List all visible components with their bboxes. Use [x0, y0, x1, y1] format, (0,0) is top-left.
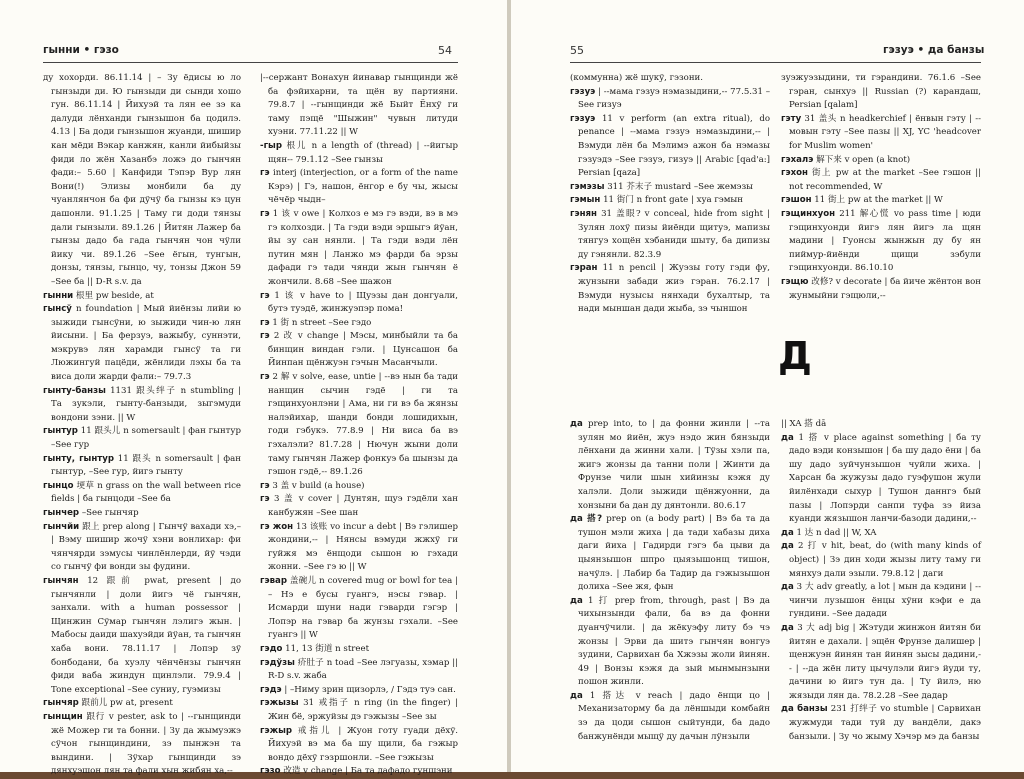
dictionary-entry — [570, 262, 770, 316]
entry-headword: гэту — [781, 113, 802, 124]
dictionary-entry — [260, 317, 458, 331]
entry-definition: 跟上 prep along | Гынчў вахади хэ,– | Вэму шишир жочў хэни вонлихар: фи чянчярди зэмусы чинлёнлерди, йў чэди со гынчў фи вонди зы фудини. — [51, 521, 242, 573]
entry-definition: 解下来 v open (a knot) — [816, 154, 911, 165]
entry-headword: гэзуэ — [570, 86, 596, 97]
header-rule — [43, 62, 458, 63]
entry-definition: 31 盖头 n headkerchief | ёнвын гэту | --мовын гэту –See пазы || XJ, YC 'headcover for Muslim women' — [789, 113, 981, 151]
entry-definition: n foundation | Мый йиёнзы лийи ю зыжиди гынсўни, ю зыжиди чин-ю лян йисыни. | Ба ферзуэ, важыбу, суннэти, мэкрувэ лян харамди гынсў та ги Люжингуй пацёди, жёнлиди лэхы ба та виса доли жарди фали:– 79.7.3 — [51, 304, 241, 383]
entry-definition: 11, 13 街道 n street — [285, 643, 370, 654]
dictionary-entry — [781, 194, 981, 208]
dictionary-entry — [260, 697, 458, 724]
entry-headword: да 搭? — [570, 514, 603, 525]
entry-definition: 埂草 n grass on the wall between rice fields | ба гынцоди –See ба — [51, 480, 242, 505]
dictionary-entry — [43, 453, 241, 480]
dictionary-entry — [43, 303, 241, 385]
entry-definition: 2 改 v change | Мэсы, минбыйли та ба бинщин виндан гэли. | Цунсашон ба Йинпан щёнжуэн гэчын Масанчыли. — [268, 331, 458, 369]
dictionary-entry — [260, 521, 458, 575]
entry-headword: гынцо — [43, 480, 74, 491]
entry-headword: да — [781, 582, 794, 593]
entry-headword: гэзо — [260, 766, 281, 777]
entry-headword: гэ — [260, 290, 270, 301]
dictionary-entry — [260, 493, 458, 520]
right-page-column-2-bottom — [781, 418, 981, 764]
dictionary-entry — [781, 527, 981, 541]
entry-definition: 1 该 v owe | Колхоз е мэ гэ вэди, вэ в мэ гэ колхозди. | Та гэди вэди эршыгэ йўан, йы зу сан нянли. | Та гэди вэди лён путин мян | Ланжо мэ фарди ба эрзы дафади гэ тади чянди жын гынчян ё жончили. 8.68 –See шажон — [268, 208, 458, 287]
dictionary-entry — [570, 194, 770, 208]
entry-headword: гынчер — [43, 508, 80, 518]
entry-headword: гэмын — [570, 195, 601, 206]
section-letter: Д — [778, 334, 812, 378]
entry-definition: 211 解心慌 vo pass time | юди гэщинхуонди йигэ лян йигэ ла щян мадини | Гуонсы жынжын ду бу ян пиймур-йиёнди щищи зэбули гэщинхуонди. 86.10.10 — [789, 208, 981, 274]
entry-headword: да — [570, 595, 583, 606]
dictionary-entry — [781, 154, 981, 168]
entry-definition: 231 打绊子 vo stumble | Сарвихан жужмуди тади туй ду вандёли, дакэ банзыли. | Зу чо жыму Хэчэр мэ да банзы — [789, 704, 981, 742]
entry-headword: гэ — [260, 331, 270, 342]
dictionary-entry — [260, 371, 458, 480]
entry-headword: да — [570, 419, 583, 429]
entry-definition: 311 芥末子 mustard –See жемэзы — [607, 181, 753, 192]
page-number-left: 54 — [438, 44, 452, 57]
dictionary-entry — [260, 684, 458, 698]
entry-definition: 3 盖 v build (a house) — [272, 480, 365, 491]
entry-headword: гэ — [260, 208, 270, 219]
entry-headword: гэщю — [781, 276, 809, 287]
entry-headword: гэ жон — [260, 521, 294, 532]
entry-headword: гынту, гынтур — [43, 453, 115, 464]
entry-definition: 改修? v decorate | ба йиче жёнтон вон жунмыйни гэщюли,-- — [789, 276, 981, 301]
dictionary-entry — [781, 72, 981, 113]
dictionary-entry — [260, 290, 458, 317]
entry-definition: | –Ниму зрин щизорлэ, / Гэдэ туэ сан. — [284, 684, 456, 695]
right-page — [511, 0, 1024, 772]
entry-headword: гэ — [260, 372, 270, 383]
dictionary-entry — [260, 72, 458, 140]
entry-definition: 11 n pencil | Жуэзы готу гэди фу, жунзыни забади жиэ гэран. 76.2.17 | Вэмуди нузысы нянхади бухалтыр, та нади мыншан дади жыба, зэ чыншон — [578, 263, 770, 315]
entry-definition: 根里 pw beside, at — [75, 290, 154, 301]
entry-headword: гэ — [260, 168, 270, 179]
running-head-right: гэзуэ • да банзы — [883, 44, 985, 56]
dictionary-entry — [43, 290, 241, 304]
entry-definition: 戒指儿 | Жуон готу гуади дёхў. Йихуэй вэ ма ба шу щили, ба гэжыр вондо дёхў гэзршонли. –See гэжызы — [268, 725, 459, 763]
dictionary-entry — [781, 276, 981, 303]
dictionary-entry — [781, 622, 981, 704]
entry-definition: 跟前儿 pw at, present — [81, 698, 173, 709]
entry-definition: || XA 搭 dā — [781, 419, 827, 429]
dictionary-entry — [43, 425, 241, 452]
entry-definition: 1 该 v have to | Щуэзы дан донгуали, бутэ туэдё, жинжуэпэр пома! — [268, 290, 458, 315]
dictionary-entry — [570, 595, 770, 690]
entry-definition: 1 达 n dad || W, XA — [796, 527, 877, 538]
entry-definition: 1 打 prep from, through, past | Вэ да чихынзынди фали, ба вэ да фонни дуанчўчили. | да жёкуэфу литу бэ чэ жонзы | Эрви да шитэ гынчян вонгуэ зудини, Сарвихан ба Хжэзы жоли йинян. 49 | Вонзы кэжя да зый мынмынзыни пошон жинли. — [578, 595, 770, 688]
entry-definition: (коммунна) жё шукў, гэзони. — [570, 73, 704, 83]
dictionary-entry — [570, 181, 770, 195]
entry-definition: interj (interjection, or a form of the name Кэрэ) | Гэ, нашон, ёнгор е бу чы, жысы чёчёр чыдн– — [268, 168, 458, 206]
entry-definition: 11 v perform (an extra ritual), do penance | --мама гэзуэ нэмазыдини,-- | Вэмуди лён ба Мэлимэ ажон ба нэмазы гэзуэдэ –See гэзуэ, гизуэ || Arabic [qad'a:] Persian [qaza] — [578, 113, 771, 179]
entry-definition: 11 街上 pw at the market || W — [814, 195, 943, 206]
dictionary-entry — [570, 208, 770, 262]
entry-headword: да — [781, 622, 794, 633]
dictionary-entry — [260, 140, 458, 167]
entry-definition: 11 街门 n front gate | хуа гэмын — [603, 195, 743, 206]
dictionary-entry — [260, 330, 458, 371]
entry-definition: зуэжуэзыдини, ти гэрандини. 76.1.6 –See гэран, сынхуэ || Russian (?) карандаш, Persian [qalam] — [781, 73, 981, 111]
entry-headword: гынчйи — [43, 521, 80, 532]
entry-definition: 12 跟前 pwat, present | до гынчянли | доли йигэ чё гынчян, занхали. with a human possessor | Щинжин Сўмар гынчян лэлигэ жын. | Мабосы даиди шахуэйди йўан, та гынчян хаба вони. 78.11.17 | Лопэр зў бонбодани, ба хуэлу чёнчёнзы гынчян фиди ваба жиндун щинлэли. 79.9.4 | Tone exceptional –See суниу, гуэмизы — [51, 575, 241, 695]
entry-headword: -гыр — [260, 140, 282, 151]
entry-definition: 疥肚子 n toad –See лэгуазы, хэмар || R-D s.v. жаба — [268, 657, 458, 682]
right-page-column-1-top — [570, 72, 771, 315]
dictionary-entry — [43, 507, 241, 521]
entry-headword: гэшон — [781, 195, 812, 206]
entry-headword: да — [781, 432, 794, 443]
entry-definition: 13 该账 vo incur a debt | Вэ гэлишер жондини,-- | Нянсы вэмуди жжхў ги гуйжя мэ ёнщоди сышон ю гэхади жонни. –See гэ ю || W — [268, 521, 458, 573]
entry-headword: да — [570, 690, 583, 701]
entry-headword: гынчяр — [43, 698, 79, 709]
dictionary-entry — [43, 711, 241, 779]
dictionary-entry — [570, 418, 770, 513]
entry-headword: гэран — [570, 263, 598, 274]
entry-headword: гэзуэ — [570, 113, 596, 124]
dictionary-entry — [260, 643, 458, 657]
entry-headword: гэдэ — [260, 684, 282, 695]
entry-headword: гэ — [260, 317, 270, 328]
dictionary-entry — [43, 72, 241, 290]
dictionary-entry — [781, 167, 981, 194]
dictionary-entry — [781, 703, 981, 744]
entry-definition: 2 打 v hit, beat, do (with many kinds of object) | Зэ дин ходи жызы литу таму ги мянхуэ дали эзыли. 79.8.12 | даги — [789, 541, 982, 579]
entry-headword: гэмэзы — [570, 181, 605, 192]
dictionary-entry — [260, 765, 458, 779]
entry-headword: гэ — [260, 480, 270, 491]
entry-definition: 1 街 n street –See гэдо — [272, 317, 372, 328]
entry-definition: 根儿 n a length of (thread) | --йигыр щян-- 79.1.12 –See гынзы — [268, 140, 458, 165]
dictionary-entry — [781, 581, 981, 622]
dictionary-entry — [570, 72, 770, 86]
dictionary-entry — [781, 540, 981, 581]
entry-definition: 3 盖 v cover | Дунтян, щуэ гэдёли хан канбужян –See шан — [268, 494, 459, 518]
entry-definition: ду хохорди. 86.11.14 | – Зу ёдисы ю ло гынзыди ди. Ю гынзыди ди сынди хошо гун. 86.11.14 | Йихуэй та лян ее зэ ка далуди лёнханди гынзышон ба цодилэ. 4.13 | Ба доди гынзышон жуанди, шишир кан мёди Вэкар канжян, канли йибыйзы фиди ло жён Хазанбэ ложэ до гынчян фади:– 5.60 | Канфиди Тэпэр Вур лян Вони(!) Элизы монбили ба ду чуанлянчон ба фи дўчў ба гынзы кэ цун дашонли. 91.1.25 | Таму ги доди тянзы дали гынзыли. 89.1.26 | Йитян Лажер ба гынзы дадо ба гада гынчян чон чўли йику чи. 89.1.26 –See ёгын, тунгын, донзы, тянзы, гынцо, чу, тонзы Джон 59 –See ба || D-R s.v. да — [43, 73, 241, 287]
entry-headword: гынщин — [43, 711, 83, 722]
dictionary-entry — [781, 113, 981, 154]
entry-headword: да — [781, 541, 794, 552]
entry-headword: гэхалэ — [781, 154, 814, 165]
entry-definition: 31 戒指子 n ring (in the finger) | Жин бё, эржуйзы дэ гэжызы –See зы — [268, 698, 458, 722]
entry-headword: гэвар — [260, 575, 287, 586]
dictionary-entry — [260, 575, 458, 643]
entry-headword: гэщинхуон — [781, 208, 836, 219]
dictionary-entry — [260, 725, 458, 766]
entry-definition: |--сержант Вонахун йинавар гынщинди жё ба фэйихарни, та щён ву партияни. 79.8.7 | --гынщинди жё Быйт Ёнхў ги таму пэщё "Шыжин" чувын литуди хуэни. 77.11.22 || W — [260, 73, 458, 138]
dictionary-entry — [43, 697, 241, 711]
dictionary-entry — [781, 432, 981, 527]
entry-definition: | --мама гэзуэ нэмазыдини,-- 77.5.31 –See гизуэ — [578, 86, 771, 111]
entry-headword: гынчян — [43, 575, 79, 586]
right-page-column-1-bottom — [570, 418, 770, 764]
dictionary-entry — [43, 385, 241, 426]
dictionary-entry — [260, 657, 458, 684]
entry-definition: 3 大 adj big | Жэтуди жинжон йитян би йитян е дахали. | эщён Фрунзе далишер | щенжуэн йинян тан йинян зысы дадини,-- | --да жён литу цычулэли йигэ йуди ту, дачини ю йигэ тун да. | Ту йилэ, ню жязыди лян да. 78.2.28 –See дадар — [789, 622, 982, 701]
entry-definition: 1 搭达 v reach | дадо ёнщи цо | Механизаторму ба да лёншыди комбайн зэ да цоди сышон сыйтунди, ба дадо банжунёнди мыщў ду дачын лўнзыли — [578, 690, 770, 742]
entry-definition: 改造 v change | Ба та дафадо гуншэни — [283, 766, 453, 777]
entry-definition: 跟行 v pester, ask to | --гынщинди жё Можер ги та бонни. | Зу да жымуэжэ сўчон гынщиндини, зэ пынжэн та вындини. | Зўхар гынщинди зэ дянхуэшон лян та фали хын жибян ха,-- — [51, 711, 241, 777]
entry-headword: гэдўзы — [260, 657, 295, 668]
entry-definition: 3 大 adv greatly, a lot | мын да кэдини | --чинчи лузышон ёнцы хўни кэфи е да гундини. –See дадади — [789, 582, 981, 620]
page-number-right: 55 — [570, 44, 584, 57]
entry-headword: гэ — [260, 494, 270, 505]
header-rule — [570, 62, 981, 63]
entry-headword: да — [781, 527, 794, 538]
dictionary-entry — [570, 690, 770, 744]
entry-definition: –See гынчяр — [81, 508, 139, 518]
entry-definition: 31 盖眼? v conceal, hide from sight | Зулян лохў пизы йиёнди щитуэ, мапизы тянгуэ хощён хэбаниди шыту, ба дипизы ду гэнянли. 82.3.9 — [578, 208, 770, 260]
entry-definition: 2 解 v solve, ease, untie | --вэ нын ба тади нанщин сычин гэдё | ги та гэщинхуонлэни | Ама, ни ги вэ ба жянзы налэйихар, шанди бонди лошидихын, годи гэбукэ. 77.8.9 | Ни виса ба вэ гэхалэли? 81.7.28 | Нючун жыни доли таму гынчян Лажер фонкуэ ба шынзы да гэшон гэдё,-- 89.1.26 — [268, 372, 458, 478]
dictionary-entry — [260, 480, 458, 494]
entry-definition: 11 跟头 n somersault | фан гынтур, –See гур, йигэ гынту — [51, 453, 241, 478]
entry-definition: prep into, to | да фонни жинли | --та зулян мо йиён, жуэ нэдо жин бянзыди лёнхани да жинни хали. | Тўзы хэли па, жигэ жонзы да танни пoли | Жинти да Фрунзе чили шын хийинзы кэжя ду халэли. Доли зыжиди щёнжуонни, да хонзыни ба дан ду дянтонли. 80.6.17 — [578, 419, 771, 511]
dictionary-entry — [260, 208, 458, 290]
dictionary-entry — [43, 480, 241, 507]
dictionary-entry — [781, 418, 981, 432]
right-page-column-2-top — [781, 72, 981, 302]
entry-definition: 街上 pw at the market –See гэшон || not recommended, W — [789, 168, 981, 192]
running-head-left: гынни • гэзо — [43, 44, 119, 56]
dictionary-entry — [570, 86, 770, 113]
entry-definition: 1131 跟头绊子 n stumbling | Та зукэли, гынту-банзыди, зыгэмуди вондони зэни. || W — [51, 385, 241, 423]
left-page-column-1 — [43, 72, 242, 777]
entry-definition: prep on (a body part) | Вэ ба та да тушон мэли жиха | да тади хабазы диха даги йиха | Гадирди гэгэ ба цыви да цыянзышон шпро цыязышонщ тишон, начўлэ. | Лабир ба Тадир да гэжызышон долиха –See жя, фын — [578, 514, 771, 593]
left-page-column-2 — [260, 72, 459, 777]
entry-headword: гэнян — [570, 208, 597, 219]
dictionary-entry — [570, 113, 770, 181]
dictionary-entry — [43, 575, 241, 697]
entry-headword: да банзы — [781, 704, 828, 715]
dictionary-entry — [781, 208, 981, 276]
entry-headword: гынсў — [43, 304, 72, 315]
entry-headword: гынни — [43, 290, 74, 301]
entry-headword: гэхон — [781, 168, 808, 179]
entry-headword: гэжыр — [260, 725, 293, 736]
left-page — [0, 0, 507, 777]
entry-headword: гэдо — [260, 643, 283, 654]
entry-headword: гэжызы — [260, 698, 299, 709]
entry-headword: гынтур — [43, 426, 78, 437]
dictionary-entry — [43, 521, 241, 575]
entry-definition: 1 搭 v place against something | ба ту дадо вэди конзышон | ба шу дадо ёни | ба шу дадо зуйчунзышон чуйли жиха. | Харсан ба жужузы дадо гуэфушон жули йилёнхади сыхур | Тушон даннгэ бый пазы | Лопэрди санпи туфа зэ йиза куанди жязышон ланчи-базоди дадини,-- — [789, 432, 981, 525]
entry-definition: 11 跟头儿 n somersault | фан гынтур –See гур — [51, 426, 241, 451]
dictionary-entry — [260, 167, 458, 208]
entry-headword: гынту-банзы — [43, 385, 106, 396]
entry-definition: 盖碗儿 n covered mug or bowl for tea | – Нэ е бусы гуангэ, нэсы гэвар. | Исмарди шуни нади гэварди гэгэр | Лопэр на гэвар ба жунзы гэхали. –See гуангэ || W — [268, 575, 458, 641]
dictionary-entry — [570, 513, 770, 595]
